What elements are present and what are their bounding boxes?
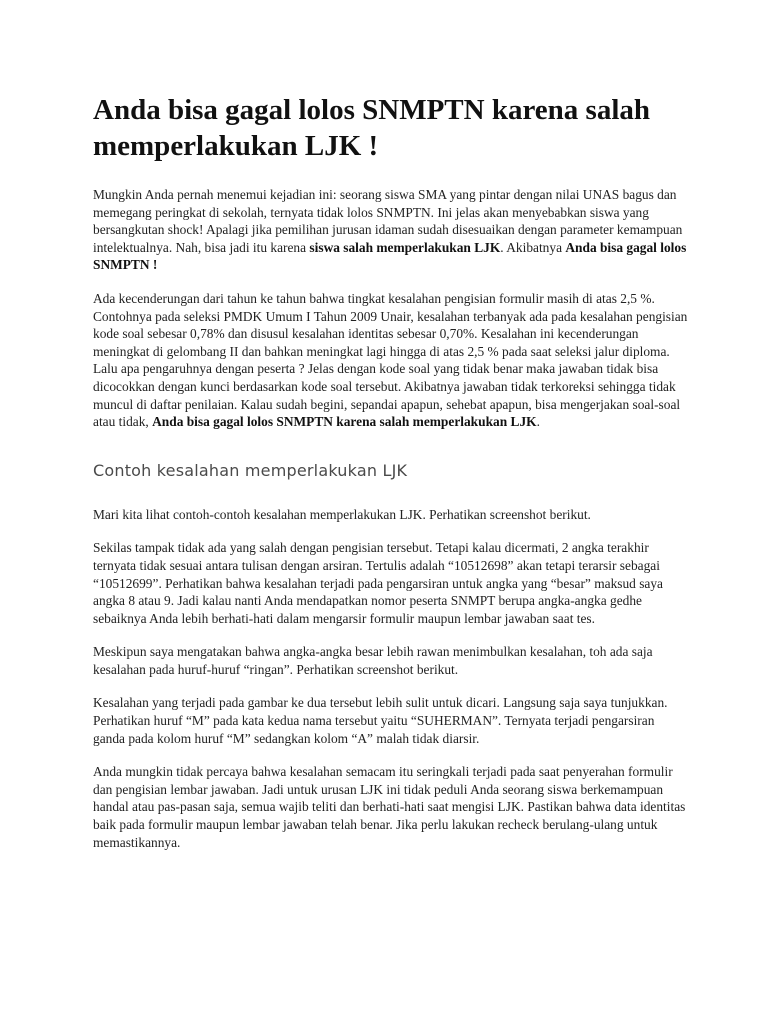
paragraph-intro-bold-2: Anda bisa gagal lolos SNMPTN ! [93, 239, 687, 273]
paragraph-letter-error: Kesalahan yang terjadi pada gambar ke dua tersebut lebih sulit untuk dicari. Langsung saja saya tunjukkan. Perhatikan huruf “M” pada kata kedua nama tersebut yaitu “SUHERMAN”. Ternyata terjadi pengarsiran ganda pada kolom huruf “M” sedangkan kolom “A” malah tidak diarsir. [93, 695, 668, 746]
paragraph-statistics-end: . [536, 414, 540, 430]
article [93, 92, 688, 867]
paragraph-conclusion: Anda mungkin tidak percaya bahwa kesalahan semacam itu seringkali terjadi pada saat penyerahan formulir dan pengisian lembar jawaban. Jadi untuk urusan LJK ini tidak peduli Anda seorang siswa berkemampuan handal atau pas-pasan saja, semua wajib teliti dan berhati-hati saat mengisi LJK. Pastikan bahwa data identitas baik pada formulir maupun lembar jawaban telah benar. Jika perlu lakukan recheck berulang-ulang untuk memastikannya. [93, 764, 686, 850]
section-heading: Contoh kesalahan memperlakukan LJK [93, 460, 408, 480]
paragraph-statistics-bold: Anda bisa gagal lolos SNMPTN karena salah memperlakukan LJK [152, 414, 537, 430]
paragraph-intro-text: Mungkin Anda pernah menemui kejadian ini: seorang siswa SMA yang pintar dengan nilai UNAS bagus dan memegang peringkat di sekolah, ternyata tidak lolos SNMPTN. Ini jelas akan menyebabkan siswa yang bersangkutan shock! Apalagi jika pemilihan jurusan idaman sudah disesuaikan dengan parameter kemampuan intelektualnya. Nah, bisa jadi itu karena [93, 187, 683, 255]
paragraph-statistics [93, 290, 688, 431]
paragraph-intro [93, 186, 688, 274]
paragraph-intro-bold-1: siswa salah memperlakukan LJK [309, 239, 501, 255]
paragraph-letter-error-intro: Meskipun saya mengatakan bahwa angka-angka besar lebih rawan menimbulkan kesalahan, toh ada saja kesalahan pada huruf-huruf “ringan”. Perhatikan screenshot berikut. [93, 644, 653, 677]
paragraph-intro-text-2: . Akibatnya [500, 239, 566, 255]
paragraph-statistics-text: Ada kecenderungan dari tahun ke tahun bahwa tingkat kesalahan pengisian formulir masih di atas 2,5 %. Contohnya pada seleksi PMDK Umum I Tahun 2009 Unair, kesalahan terbanyak ada pada kesalahan pengisian kode soal sebesar 0,78% dan disusul kesalahan identitas sebesar 0,70%. Kesalahan ini kecenderungan meningkat di gelombang II dan bahkan meningkat lagi hingga di atas 2,5 % pada saat seleksi jalur diploma. Lalu apa pengaruhnya dengan peserta ? Jelas dengan kode soal yang tidak benar maka jawaban tidak bisa dicocokkan dengan kunci berdasarkan kode soal tersebut. Akibatnya jawaban tidak terkoreksi sehingga tidak muncul di daftar penilaian. Kalau sudah begini, sepandai apapun, sehebat apapun, bisa mengerjakan soal-soal atau tidak, [93, 290, 688, 430]
paragraph-number-error: Sekilas tampak tidak ada yang salah dengan pengisian tersebut. Tetapi kalau dicermati, 2 angka terakhir ternyata tidak sesuai antara tulisan dengan arsiran. Tertulis adalah “10512698” akan tetapi terarsir sebagai “10512699”. Perhatikan bahwa kesalahan terjadi pada pengarsiran untuk angka yang “besar” maksud saya angka 8 atau 9. Jadi kalau nanti Anda mendapatkan nomor peserta SNMPT berupa angka-angka gedhe sebaiknya Anda lebih berhati-hati dalam mengarsir formulir maupun lembar jawaban saat tes. [93, 540, 664, 626]
paragraph-examples-intro: Mari kita lihat contoh-contoh kesalahan memperlakukan LJK. Perhatikan screenshot berikut. [93, 506, 591, 522]
article-title: Anda bisa gagal lolos SNMPTN karena salah memperlakukan LJK ! [93, 94, 651, 162]
